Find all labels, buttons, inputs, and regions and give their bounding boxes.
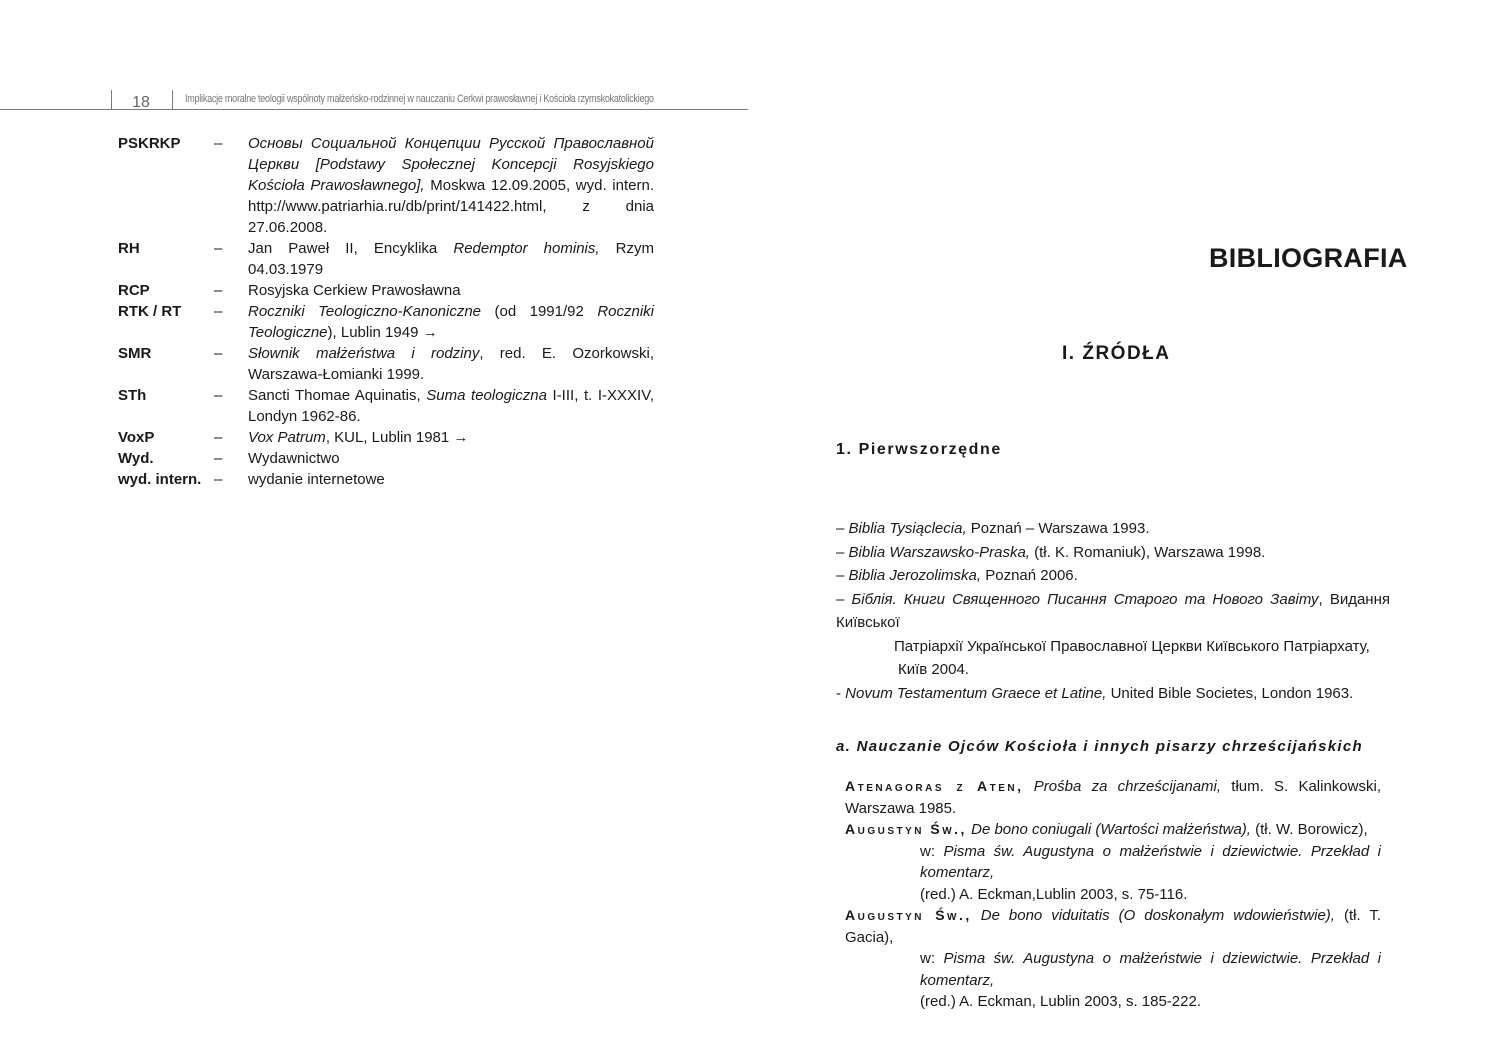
italic-text: Pisma św. Augustyna o małżeństwie i dziewictwie. Przekład i komentarz,	[920, 950, 1382, 989]
text-run: Jan Paweł II, Encyklika	[248, 240, 454, 257]
italic-text: Біблія. Книги Священного Писання Старого та Нового Завіту	[851, 590, 1319, 608]
italic-text: Prośba za chrześcijanami,	[1023, 778, 1222, 795]
abbreviation-value	[248, 280, 654, 301]
fathers-list	[845, 776, 1381, 1013]
entry-continuation	[845, 841, 1381, 884]
sources-list	[836, 517, 1390, 705]
text-run: –	[836, 590, 852, 608]
abbreviation-row	[118, 385, 654, 427]
abbreviation-key: wyd. intern.	[118, 471, 202, 488]
text-run: Poznań 2006.	[981, 567, 1078, 584]
section-title: I. ŹRÓDŁA	[1062, 343, 1171, 364]
running-head: Implikacje moralne teologii wspólnoty małżeńsko-rodzinnej w nauczaniu Cerkwi prawosławnej i Kościoła rzymskokatolickiego	[185, 93, 654, 105]
text-run: –	[836, 520, 849, 537]
italic-text: Suma teologiczna	[426, 387, 547, 404]
abbreviation-key: Wyd.	[118, 450, 154, 467]
abbreviation-row	[118, 133, 654, 238]
source-line	[836, 682, 1390, 706]
subsection-title: 1. Pierwszorzędne	[836, 441, 1002, 458]
abbreviation-value	[248, 448, 654, 469]
abbreviation-key: RCP	[118, 282, 150, 299]
abbreviation-dash: –	[214, 303, 223, 320]
subsubsection-title: a. Nauczanie Ojców Kościoła i innych pisarzy chrześcijańskich	[836, 738, 1363, 755]
entry-continuation	[845, 948, 1381, 991]
source-line	[836, 635, 1390, 659]
italic-text: Novum Testamentum Graece et Latine,	[845, 684, 1107, 702]
bibliography-entry	[845, 819, 1381, 905]
abbreviation-dash: –	[214, 240, 223, 257]
entry-first-line	[845, 905, 1381, 948]
text-run: Poznań – Warszawa 1993.	[966, 520, 1150, 537]
abbreviation-row	[118, 427, 654, 448]
italic-text: Основы Социальной Концепции Русской Православной Церкви [Podstawy Społecznej Koncepcji Rosyjskiego Kościoła Prawosławnego],	[248, 135, 654, 194]
source-entry	[836, 517, 1390, 541]
entry-author: Augustyn Św.,	[845, 907, 972, 923]
text-run: (tł. W. Borowicz),	[1250, 821, 1368, 838]
bibliography-title: BIBLIOGRAFIA	[1209, 243, 1408, 273]
text-run: Rzym 04.03.1979	[248, 240, 654, 278]
abbreviation-key: RH	[118, 240, 140, 257]
page-number: 18	[132, 94, 150, 111]
text-run: w:	[920, 950, 944, 967]
abbreviation-dash: –	[214, 135, 223, 152]
bibliography-entry	[845, 776, 1381, 819]
text-run: -	[836, 684, 846, 702]
source-line	[836, 517, 1390, 541]
abbreviation-value	[248, 427, 654, 448]
italic-text: Roczniki Teologiczne	[248, 303, 654, 341]
italic-text: Vox Patrum	[248, 429, 326, 446]
text-run: ), Lublin 1949 →	[327, 324, 438, 341]
text-run: I-III, t. I-XXXIV, Londyn 1962-86.	[248, 387, 655, 425]
text-run: Sancti Thomae Aquinatis,	[248, 387, 427, 404]
text-run: , KUL, Lublin 1981 →	[325, 429, 469, 446]
source-entry	[836, 564, 1390, 588]
abbreviation-value	[248, 238, 654, 280]
text-run: tłum. S. Kalinkowski, Warszawa 1985.	[845, 778, 1381, 817]
abbreviation-dash: –	[214, 450, 223, 467]
source-line	[836, 658, 1390, 682]
abbreviation-value	[248, 301, 654, 343]
source-entry	[836, 588, 1390, 682]
source-entry	[836, 541, 1390, 565]
entry-first-line	[845, 819, 1381, 841]
italic-text: Pisma św. Augustyna o małżeństwie i dziewictwie. Przekład i komentarz,	[920, 842, 1382, 881]
abbreviation-value	[248, 469, 654, 490]
italic-text: Słownik małżeństwa i rodziny	[248, 345, 480, 362]
text-run: w:	[920, 842, 944, 860]
abbreviation-row	[118, 238, 654, 280]
source-entry	[836, 682, 1390, 706]
abbreviation-dash: –	[214, 345, 223, 362]
text-run: (tł. T. Gacia),	[845, 907, 1381, 946]
entry-author: Augustyn Św.,	[845, 821, 967, 837]
italic-text: Redemptor hominis,	[453, 240, 600, 257]
italic-text: De bono coniugali (Wartości małżeństwa),	[966, 821, 1251, 838]
text-run: (red.) A. Eckman,Lublin 2003, s. 75-116.	[920, 885, 1188, 903]
text-run: Moskwa 12.09.2005, wyd. intern. http://www.patriarhia.ru/db/print/141422.html, z dnia 27.06.2008.	[248, 177, 654, 236]
abbreviation-key: PSKRKP	[118, 135, 181, 152]
italic-text: Biblia Tysiąclecia,	[848, 520, 967, 537]
abbreviation-value	[248, 133, 654, 238]
text-run: wydanie internetowe	[248, 471, 385, 488]
abbreviation-dash: –	[214, 282, 223, 299]
abbreviation-key: STh	[118, 387, 147, 404]
bibliography-entry	[845, 905, 1381, 1013]
abbreviation-dash: –	[214, 429, 223, 446]
abbreviation-value	[248, 385, 654, 427]
entry-first-line	[845, 776, 1381, 819]
text-run: (od 1991/92	[481, 303, 598, 320]
abbreviations-list	[118, 133, 654, 490]
source-line	[836, 541, 1390, 565]
text-run: (red.) A. Eckman, Lublin 2003, s. 185-222.	[920, 993, 1201, 1010]
abbreviation-row	[118, 301, 654, 343]
abbreviation-key: SMR	[118, 345, 152, 362]
abbreviation-key: RTK / RT	[118, 303, 182, 320]
abbreviation-dash: –	[214, 387, 223, 404]
abbreviation-key: VoxP	[118, 429, 155, 446]
text-run: (tł. K. Romaniuk), Warszawa 1998.	[1029, 543, 1266, 561]
text-run: Київ 2004.	[898, 661, 969, 678]
text-run: –	[836, 567, 849, 584]
italic-text: Roczniki Teologiczno-Kanoniczne	[248, 303, 482, 320]
abbreviation-dash: –	[214, 471, 223, 488]
source-line	[836, 564, 1390, 588]
text-run: –	[836, 543, 849, 561]
text-run: United Bible Societes, London 1963.	[1106, 684, 1354, 702]
entry-author: Atenagoras z Aten,	[845, 778, 1024, 794]
italic-text: Biblia Jerozolimska,	[848, 567, 982, 584]
text-run: Wydawnictwo	[248, 450, 340, 467]
abbreviation-row	[118, 343, 654, 385]
italic-text: De bono viduitatis (O doskonałym wdowieństwie),	[971, 907, 1335, 924]
abbreviation-row	[118, 280, 654, 301]
abbreviation-row	[118, 469, 654, 490]
abbreviation-row	[118, 448, 654, 469]
italic-text: Biblia Warszawsko-Praska,	[848, 543, 1030, 561]
source-line	[836, 588, 1390, 635]
entry-continuation	[845, 991, 1381, 1013]
text-run: , red. E. Ozorkowski, Warszawa-Łomianki 1999.	[248, 345, 655, 383]
abbreviation-value	[248, 343, 654, 385]
entry-continuation	[845, 884, 1381, 906]
text-run: , Видання Київської	[836, 590, 1390, 631]
text-run: Rosyjska Cerkiew Prawosławna	[248, 282, 461, 299]
text-run: Патріархії Української Православної Церкви Київського Патріархату,	[894, 637, 1370, 655]
